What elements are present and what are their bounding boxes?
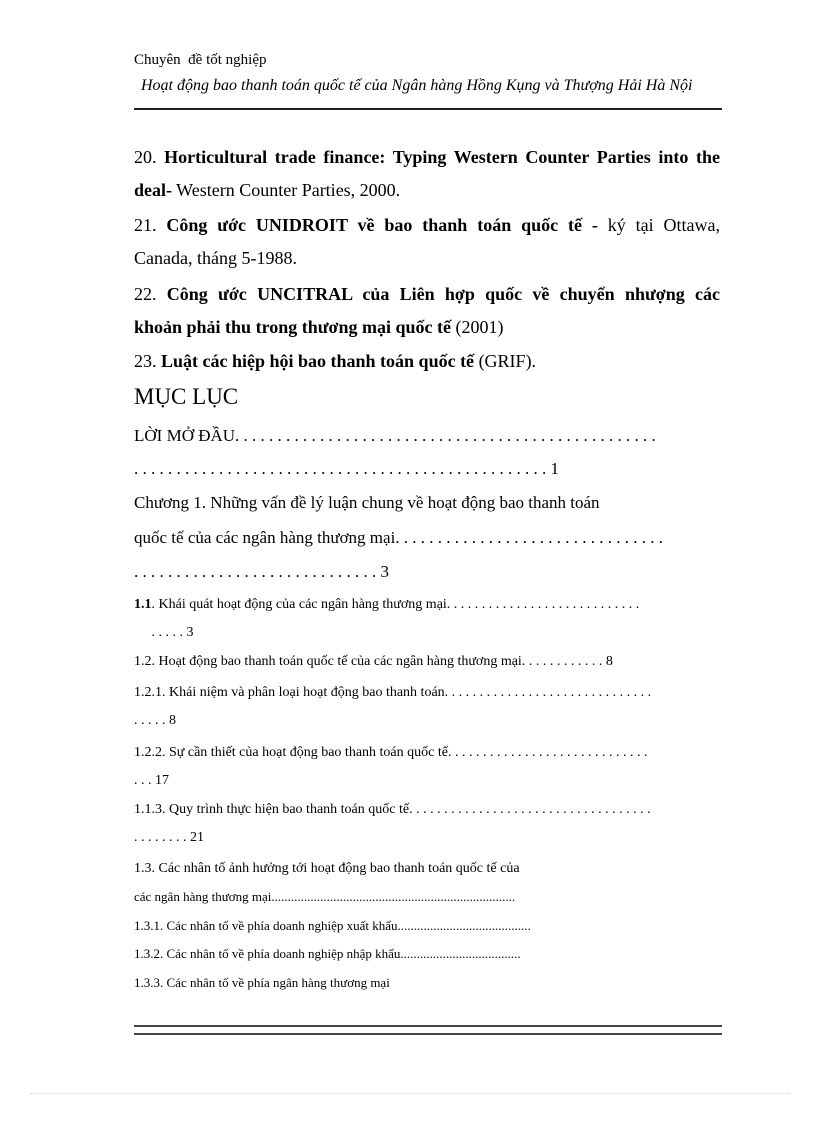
- reference-22-line1: 22. Công ước UNCITRAL của Liên hợp quốc về chuyển nhượng các: [134, 284, 720, 304]
- toc-entry-page[interactable]: . . . 17: [134, 773, 169, 788]
- toc-entry-1-2-1[interactable]: 1.2.1. Khái niệm và phân loại hoạt động bao thanh toán. . . . . . . . . . . . . . . . . . . . . . . . . . . . . .: [134, 685, 652, 700]
- header-subtitle: Hoạt động bao thanh toán quốc tế của Ngân hàng Hồng Kụng và Thượng Hải Hà Nội: [141, 77, 693, 94]
- page-bottom-edge: [30, 1093, 790, 1094]
- header-title: Chuyên đề tốt nghiệp: [134, 52, 267, 68]
- toc-entry-1-3-3[interactable]: 1.3.3. Các nhân tố về phía ngân hàng thương mại: [134, 975, 390, 990]
- toc-entry-1-1-3[interactable]: 1.1.3. Quy trình thực hiện bao thanh toán quốc tế. . . . . . . . . . . . . . . . . . . . . . . . . . . . . . . . . . .: [134, 802, 651, 817]
- toc-line[interactable]: Chương 1. Những vấn đề lý luận chung về hoạt động bao thanh toán: [134, 493, 600, 512]
- reference-21-line2: Canada, tháng 5-1988.: [134, 248, 297, 268]
- toc-entry-1-3-2[interactable]: 1.3.2. Các nhân tố về phía doanh nghiệp nhập khẩu.....................................: [134, 946, 521, 961]
- toc-title: MỤC LỤC: [134, 384, 239, 409]
- reference-22-line2: khoản phải thu trong thương mại quốc tế (2001): [134, 317, 504, 337]
- toc-line[interactable]: . . . . . . . . . . . . . . . . . . . . . . . . . . . . . 3: [134, 562, 389, 581]
- toc-line[interactable]: . . . . . . . . . . . . . . . . . . . . . . . . . . . . . . . . . . . . . . . . . . . . . . . . . 1: [134, 459, 559, 478]
- toc-entry-page[interactable]: . . . . . 3: [134, 625, 194, 640]
- reference-20-line1: 20. Horticultural trade finance: Typing Western Counter Parties into the: [134, 147, 721, 167]
- toc-entry-1-3-1[interactable]: 1.3.1. Các nhân tố về phía doanh nghiệp xuất khẩu.........................................: [134, 918, 531, 933]
- toc-entry-page[interactable]: . . . . . . . . 21: [134, 830, 204, 845]
- toc-entry-1-2-2[interactable]: 1.2.2. Sự cần thiết của hoạt động bao thanh toán quốc tế. . . . . . . . . . . . . . . . . . . . . . . . . . . . .: [134, 745, 648, 760]
- toc-entry-page[interactable]: . . . . . 8: [134, 713, 176, 728]
- toc-entry-1-1[interactable]: 1.1. Khái quát hoạt động của các ngân hàng thương mại. . . . . . . . . . . . . . . . . . . . . . . . . . . .: [134, 597, 640, 612]
- reference-23: 23. Luật các hiệp hội bao thanh toán quốc tế (GRIF).: [134, 351, 537, 371]
- toc-entry-1-3-cont[interactable]: các ngân hàng thương mại...........................................................................: [134, 889, 516, 904]
- toc-line[interactable]: LỜI MỞ ĐẦU. . . . . . . . . . . . . . . . . . . . . . . . . . . . . . . . . . . . . . . . . . . . . . . . . .: [134, 426, 656, 445]
- toc-entry-1-2[interactable]: 1.2. Hoạt động bao thanh toán quốc tế của các ngân hàng thương mại. . . . . . . . . . . . 8: [134, 654, 613, 669]
- reference-21-line1: 21. Công ước UNIDROIT về bao thanh toán quốc tế - ký tại Ottawa,: [134, 215, 720, 235]
- header-rule: [134, 108, 722, 110]
- reference-20-line2: deal- Western Counter Parties, 2000.: [134, 180, 401, 200]
- toc-line[interactable]: quốc tế của các ngân hàng thương mại. . . . . . . . . . . . . . . . . . . . . . . . . . . . . . . .: [134, 528, 664, 547]
- footer-double-rule: [134, 1025, 722, 1035]
- toc-entry-1-3[interactable]: 1.3. Các nhân tố ảnh hưởng tới hoạt động bao thanh toán quốc tế của: [134, 861, 520, 876]
